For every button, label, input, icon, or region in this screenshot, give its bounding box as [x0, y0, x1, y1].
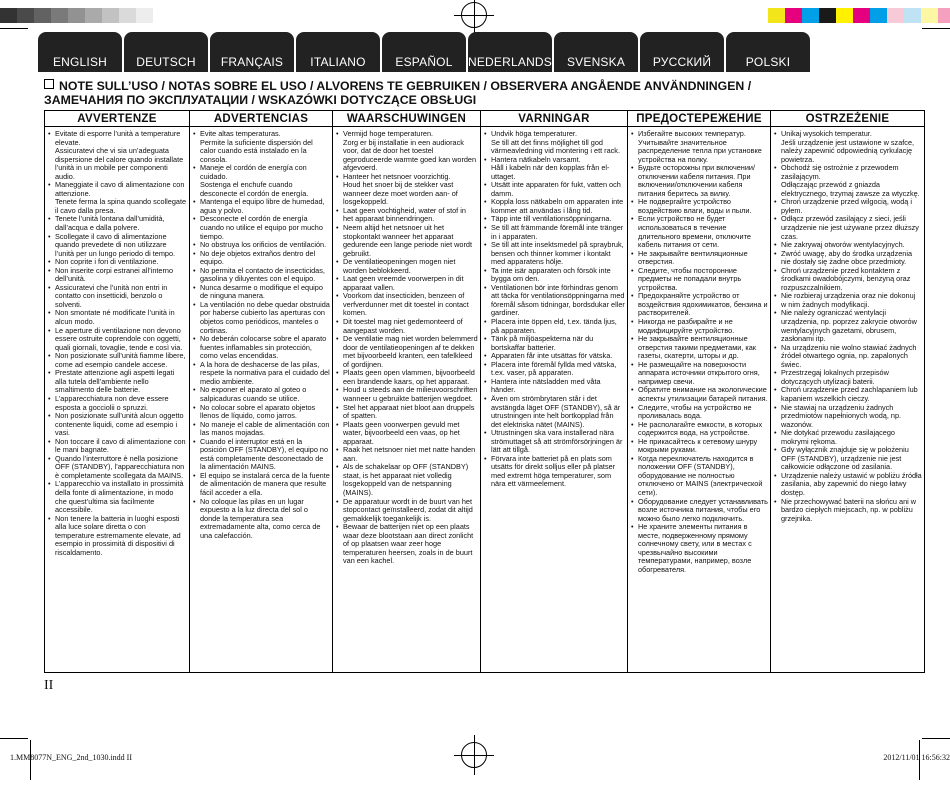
warning-item: [631, 523, 768, 574]
warning-subtext: Sostenga el enchufe cuando desconecte el cordón de energía.: [200, 180, 309, 198]
warning-item: [48, 515, 187, 558]
warning-item: [48, 267, 187, 284]
warning-text: Nie przechowywać baterii na słońcu ani w bardzo ciepłych miejscach, np. w pobliżu grzejnika.: [781, 496, 917, 523]
warning-item: [631, 361, 768, 387]
warning-item: [774, 292, 922, 309]
warning-item: [193, 267, 330, 284]
warning-text: Desconecte el cordón de energía cuando no utilice el equipo por mucho tiempo.: [200, 214, 323, 241]
language-tab[interactable]: ENGLISH: [38, 32, 122, 72]
warning-item: [48, 215, 187, 232]
warning-item: [631, 498, 768, 524]
registration-mark-top: [461, 2, 487, 28]
warning-item: [631, 438, 768, 455]
warning-item: [48, 130, 187, 181]
warning-item: [631, 404, 768, 421]
warning-text: Non coprite i fori di ventilazione.: [55, 257, 159, 267]
warning-item: [336, 335, 478, 369]
warning-item: [48, 412, 187, 438]
warning-text: Не подвергайте устройство воздействию влаги, воды и пыли.: [638, 197, 752, 215]
warning-item: [193, 198, 330, 215]
warning-item: [193, 301, 330, 335]
warning-item: [484, 284, 625, 318]
warning-item: [193, 250, 330, 267]
warning-subtext: Assicuratevi che vi sia un’adeguata dispersione del calore quando installate l’unità in un mobile per componenti audio.: [55, 146, 184, 181]
page-number: II: [44, 678, 54, 693]
warning-item: [48, 438, 187, 455]
warning-text: Obchodź się ostrożnie z przewodem zasilającym.: [781, 163, 899, 181]
warning-item: [484, 198, 625, 215]
warning-item: [631, 250, 768, 267]
table-body-row: [45, 127, 925, 673]
warning-text: Non inserite corpi estranei all’interno dell’unità.: [55, 265, 174, 284]
warning-item: [484, 429, 625, 455]
warning-list: [774, 130, 922, 523]
warning-text: Täpp inte till ventilationsöppningarna.: [491, 214, 612, 224]
warning-item: [631, 386, 768, 403]
warning-item: [336, 224, 478, 258]
warning-text: Non tenere la batteria in luoghi esposti alla luce solare diretta o con temperature estremamente elevate, ad esempio in prossimità di dispositivi di riscaldamento.: [55, 513, 181, 557]
warning-text: Assicuratevi che l’unità non entri in contatto con insetticidi, benzolo o solventi.: [55, 282, 168, 309]
warning-text: Предохраняйте устройство от воздействия ядохимикатов, бензина и растворителей.: [638, 291, 768, 318]
warning-text: Не размещайте на поверхности аппарата источники открытого огня, например свечи.: [638, 359, 760, 386]
warning-text: Placera inte föremål fyllda med vätska, t.ex. vaser, på apparaten.: [491, 359, 617, 378]
column-cell: [481, 127, 628, 673]
warning-text: Обратите внимание на экологические аспекты утилизации батарей питания.: [638, 385, 768, 403]
gray-calibration-bar: [0, 8, 153, 23]
warning-text: No deje objetos extraños dentro del equipo.: [200, 248, 316, 267]
warning-text: Scollegate il cavo di alimentazione quando prevedete di non utilizzare l’unità per un lungo periodo di tempo.: [55, 231, 176, 258]
checkbox-square-icon: [44, 79, 54, 89]
crop-mark: [922, 28, 950, 29]
warning-text: Dit toestel mag niet gedemonteerd of aangepast worden.: [343, 317, 463, 335]
warning-text: Ventilationen bör inte förhindras genom att täcka för ventilationsöppningarna med föremål såsom tidningar, bordsdukar eller gardiner.: [491, 282, 625, 318]
warning-text: No deberán colocarse sobre el aparato fuentes inflamables sin protección, como velas encendidas.: [200, 334, 327, 361]
warning-subtext: Zorg er bij installatie in een audiorack voor, dat de door het toestel geproduceerde warmte goed kan worden afgevoerd.: [343, 137, 477, 173]
color-swatch: [102, 8, 119, 23]
warning-text: Se till att inte insektsmedel på spraybruk, bensen och thinner kommer i kontakt med apparatens hölje.: [491, 240, 624, 267]
color-swatch: [904, 8, 921, 23]
crop-mark: [0, 738, 28, 739]
warning-text: Nunca desarme o modifique el equipo de ninguna manera.: [200, 282, 323, 301]
color-swatch: [887, 8, 904, 23]
warning-text: Utsätt inte apparaten för fukt, vatten och damm.: [491, 180, 621, 198]
warning-item: [484, 267, 625, 284]
warning-text: Plaats geen open vlammen, bijvoorbeeld een brandende kaars, op het apparaat.: [343, 368, 475, 386]
warnings-table: [44, 110, 925, 673]
warning-text: No permita el contacto de insecticidas, gasolina y diluyentes con el equipo.: [200, 265, 325, 284]
warning-item: [336, 498, 478, 524]
language-tab[interactable]: POLSKI: [726, 32, 810, 72]
warning-list: [336, 130, 478, 566]
warning-item: [631, 318, 768, 335]
color-swatch: [802, 8, 819, 23]
warning-text: Prestate attenzione agli aspetti legati alla tutela dell’ambiente nello smaltimento delle batterie.: [55, 368, 175, 395]
language-tab[interactable]: DEUTSCH: [124, 32, 208, 72]
warning-text: Gdy wyłącznik znajduje się w położeniu OFF (STANDBY), urządzenie nie jest całkowicie odłączone od zasilania.: [781, 445, 909, 472]
warning-item: [336, 258, 478, 275]
warning-text: Не храните элементы питания в месте, подверженному прямому солнечному свету, или в местах с чрезвычайно высокими температурами, например, возле обогревателя.: [638, 522, 752, 574]
warning-text: No colocar sobre el aparato objetos llenos de líquido, como jarros.: [200, 402, 316, 421]
warning-text: Chroń urządzenie przed kontaktem z środkami owadobójczymi, benzyną oraz rozpuszczalnikiem.: [781, 265, 911, 292]
warning-item: [48, 233, 187, 259]
warning-text: Quando l’interruttore è nella posizione OFF (STANDBY), l’apparecchiatura non è completamente scollegata da MAINS.: [55, 453, 185, 480]
warning-text: Apparaten får inte utsättas för vätska.: [491, 351, 613, 361]
warning-item: [193, 438, 330, 472]
column-cell: [45, 127, 190, 673]
warning-subtext: Jeśli urządzenie jest ustawione w szafce, należy zapewnić odpowiednią cyrkulację powietrza.: [781, 137, 915, 164]
warning-text: Non posizionate sull’unità fiamme libere, come ad esempio candele accese.: [55, 351, 186, 369]
warning-text: Ta inte isär apparaten och försök inte bygga om den.: [491, 265, 611, 284]
warning-item: [774, 429, 922, 446]
warning-text: Non smontate né modificate l’unità in alcun modo.: [55, 308, 175, 327]
warning-item: [484, 395, 625, 429]
warning-item: [484, 241, 625, 267]
warning-item: [774, 386, 922, 403]
warning-text: Raak het netsnoer niet met natte handen aan.: [343, 445, 476, 463]
warning-item: [484, 130, 625, 156]
warning-text: Zwróć uwagę, aby do środka urządzenia nie dostały się żadne obce przedmioty.: [781, 248, 913, 267]
warning-item: [193, 164, 330, 198]
warning-item: [193, 335, 330, 361]
warning-text: Когда переключатель находится в положении OFF (STANDBY), оборудование не полностью отключено от MAINS (электрической сети).: [638, 453, 763, 497]
warning-item: [48, 455, 187, 481]
warning-text: Se till att främmande föremål inte tränger in i apparaten.: [491, 223, 624, 241]
warning-item: [631, 335, 768, 361]
warning-item: [193, 215, 330, 241]
warning-text: No coloque las pilas en un lugar expuesto a la luz directa del sol o donde la temperatura sea extremadamente alta, como cerca de una calefacción.: [200, 496, 321, 540]
color-swatch: [34, 8, 51, 23]
warning-item: [774, 164, 922, 198]
warning-item: [48, 181, 187, 215]
warning-subtext: Permite la suficiente dispersión del calor cuando está instalado en la consola.: [200, 137, 313, 164]
warning-list: [484, 130, 625, 489]
warning-text: Оборудование следует устанавливать возле источника питания, чтобы его можно было легко подключить.: [638, 496, 768, 523]
warning-item: [193, 498, 330, 541]
warning-item: [336, 463, 478, 497]
warning-item: [193, 404, 330, 421]
warning-item: [484, 361, 625, 378]
warning-text: Evitate di esporre l’unità a temperature elevate.: [55, 129, 181, 147]
column-cell: [628, 127, 771, 673]
warning-item: [336, 275, 478, 292]
warning-text: Non posizionate sull’unità alcun oggetto contenente liquidi, come ad esempio i vasi.: [55, 411, 184, 438]
warning-text: Stel het apparaat niet bloot aan druppels of spatten.: [343, 402, 475, 421]
warning-text: No obstruya los orificios de ventilación.: [200, 240, 327, 250]
column-header: OSTRZEŻENIE: [771, 111, 925, 127]
warning-item: [774, 344, 922, 370]
footer-datetime: 2012/11/01 16:56:32: [883, 753, 950, 762]
column-header: ПРЕДОСТЕРЕЖЕНИЕ: [628, 111, 771, 127]
warning-text: Nie rozbieraj urządzenia oraz nie dokonuj w nim żadnych modyfikacji.: [781, 291, 916, 309]
warning-text: Houd u steeds aan de milieuvoorschriften wanneer u gebruikte batterijen wegdoet.: [343, 385, 478, 403]
crop-mark: [0, 28, 28, 29]
warning-item: [631, 421, 768, 438]
warning-item: [774, 369, 922, 386]
crop-mark: [922, 738, 950, 739]
warning-item: [193, 386, 330, 403]
warning-text: Als de schakelaar op OFF (STANDBY) staat, is het apparaat niet volledig losgekoppeld van de netspanning (MAINS).: [343, 462, 469, 497]
warning-item: [48, 309, 187, 326]
language-tab[interactable]: ITALIANO: [296, 32, 380, 72]
warning-text: Plaats geen voorwerpen gevuld met water, bijvoorbeeld een vaas, op het apparaat.: [343, 419, 460, 446]
warning-text: Även om strömbrytaren står i det avstängda läget OFF (STANDBY), så är utrustningen inte helt bortkopplad från det elektriska nätet (MAINS).: [491, 393, 621, 429]
warning-text: Nie zakrywaj otworów wentylacyjnych.: [781, 240, 905, 250]
warning-item: [48, 352, 187, 369]
warning-text: Следите, чтобы посторонние предметы не попадали внутрь устройства.: [638, 265, 742, 292]
warning-item: [484, 224, 625, 241]
warning-item: [193, 361, 330, 387]
heading-line-2: ЗАМЕЧАНИЯ ПО ЭКСПЛУАТАЦИИ / WSKAZÓWKI DOTYCZĄCE OBSŁUGI: [44, 93, 477, 107]
color-swatch: [0, 8, 17, 23]
warning-item: [631, 455, 768, 498]
warning-text: Le aperture di ventilazione non devono essere ostruite coprendole con oggetti, quali giornali, tovaglie, tende e così via.: [55, 325, 183, 352]
warning-text: No maneje el cable de alimentación con las manos mojadas.: [200, 419, 330, 438]
warning-item: [631, 215, 768, 249]
color-swatch: [17, 8, 34, 23]
warning-item: [336, 446, 478, 463]
warning-item: [48, 284, 187, 310]
color-swatch: [136, 8, 153, 23]
warning-item: [48, 395, 187, 412]
warning-item: [336, 292, 478, 318]
warning-text: L’apparecchio va installato in prossimità della fonte di alimentazione, in modo che quest’ultima sia facilmente accessibile.: [55, 479, 184, 515]
warning-item: [336, 318, 478, 335]
warning-item: [48, 480, 187, 514]
color-swatch: [785, 8, 802, 23]
column-header: AVVERTENZE: [45, 111, 190, 127]
warning-item: [484, 455, 625, 489]
warning-text: Unikaj wysokich temperatur.: [781, 129, 872, 138]
warning-item: [48, 327, 187, 353]
warning-text: Tenete l’unità lontana dall’umidità, dall’acqua e dalla polvere.: [55, 214, 165, 233]
warning-text: Laat geen vreemde voorwerpen in dit apparaat vallen.: [343, 274, 464, 292]
warning-item: [631, 198, 768, 215]
warning-text: De ventilatieopeningen mogen niet worden beblokkeerd.: [343, 257, 456, 275]
warning-text: Chroń urządzenie przed zachlapaniem lub kapaniem wszelkich cieczy.: [781, 385, 918, 403]
color-swatch: [68, 8, 85, 23]
warning-subtext: Tenete ferma la spina quando scollegate il cavo dalla presa.: [55, 197, 187, 215]
warning-item: [48, 369, 187, 395]
warning-text: Koppla loss nätkabeln om apparaten inte kommer att användas i lång tid.: [491, 197, 624, 215]
warning-text: Не закрывайте вентиляционные отверстия.: [638, 248, 748, 267]
language-tab[interactable]: FRANÇAIS: [210, 32, 294, 72]
warning-item: [631, 292, 768, 318]
warning-item: [484, 181, 625, 198]
warning-item: [631, 130, 768, 164]
warning-text: Voorkom dat insecticiden, benzeen of verfverdunner met dit toestel in contact komen.: [343, 291, 469, 318]
warning-text: Следите, чтобы на устройство не проливалась вода.: [638, 402, 752, 421]
warning-text: Placera inte öppen eld, t.ex. tända ljus, på apparaten.: [491, 317, 617, 335]
warning-text: Neem altijd het netsnoer uit het stopkontakt wanneer het apparaat gedurende een lange periode niet wordt gebruikt.: [343, 223, 473, 258]
warning-text: No exponer el aparato al goteo o salpicaduras cuando se utilice.: [200, 385, 307, 403]
color-swatch: [85, 8, 102, 23]
column-cell: [333, 127, 481, 673]
warning-text: Laat geen vochtigheid, water of stof in het apparaat binnendringen.: [343, 205, 466, 224]
color-swatch: [853, 8, 870, 23]
column-header: ADVERTENCIAS: [190, 111, 333, 127]
warning-text: Maneje el cordón de energía con cuidado.: [200, 163, 307, 181]
warning-item: [774, 498, 922, 524]
warning-item: [631, 267, 768, 293]
warning-item: [774, 404, 922, 430]
warning-item: [774, 472, 922, 498]
warning-text: Nie dotykać przewodu zasilającego mokrymi rękoma.: [781, 428, 895, 446]
warning-item: [336, 207, 478, 224]
warning-item: [484, 335, 625, 352]
warning-item: [336, 386, 478, 403]
color-calibration-bar: [768, 8, 950, 23]
warning-text: Cuando el interruptor está en la posición OFF (STANDBY), el equipo no está completamente desconectado de la alimentación MAINS.: [200, 436, 329, 472]
warning-item: [336, 173, 478, 207]
warning-text: Nie należy ograniczać wentylacji urządzenia, np. poprzez zakrycie otworów wentylacyjnych gazetami, obrusem, zasłonami itp.: [781, 308, 917, 344]
warning-item: [774, 250, 922, 267]
warning-text: Na urządzeniu nie wolno stawiać żadnych źródeł otwartego ognia, np. zapalonych świec.: [781, 342, 917, 369]
warning-text: Hantera inte nätsladden med våta händer.: [491, 376, 601, 395]
warning-item: [631, 164, 768, 198]
warning-text: Urządzenie należy ustawić w pobliżu źródła zasilania, aby zapewnić do niego łatwy dostęp.: [781, 470, 922, 497]
warning-item: [336, 404, 478, 421]
warning-subtext: Se till att det finns möjlighet till god värmeavledning vid montering i ett rack.: [491, 137, 620, 156]
color-swatch: [921, 8, 938, 23]
color-swatch: [870, 8, 887, 23]
warning-text: Evite altas temperaturas.: [200, 129, 281, 138]
warning-text: Förvara inte batteriet på en plats som utsätts för direkt solljus eller på platser med extremt höga temperaturer, som nära ett värmeelement.: [491, 453, 616, 489]
warning-item: [193, 130, 330, 164]
language-tab[interactable]: SVENSKA: [554, 32, 638, 72]
warning-item: [774, 198, 922, 215]
warning-text: Chroń urządzenie przed wilgocią, wodą i pyłem.: [781, 197, 913, 215]
color-swatch: [51, 8, 68, 23]
warning-text: Если устройство не будет использоваться в течение длительного времени, отключите кабель питания от сети.: [638, 214, 751, 250]
warning-text: La ventilación no debe quedar obstruida por haberse cubierto las aperturas con objetos como periódicos, manteles o cortinas.: [200, 299, 330, 335]
warning-text: Nie stawiaj na urządzeniu żadnych przedmiotów napełnionych wodą, np. wazonów.: [781, 402, 902, 429]
column-cell: [190, 127, 333, 673]
warning-item: [484, 318, 625, 335]
warning-text: De apparatuur wordt in de buurt van het stopcontact geïnstalleerd, zodat dit altijd gemakkelijk toegankelijk is.: [343, 496, 473, 523]
language-tab[interactable]: ESPAÑOL: [382, 32, 466, 72]
warning-text: Non toccare il cavo di alimentazione con le mani bagnate.: [55, 436, 186, 455]
warning-text: Будьте осторожны при включении/отключении кабеля питания. При включении/отключении кабеля питания беритесь за вилку.: [638, 163, 756, 198]
warning-text: El equipo se instalará cerca de la fuente de alimentación de manera que resulte fácil acceder a ella.: [200, 470, 330, 497]
warning-text: Избегайте высоких температур. Учитывайте значительное распределение тепла при установке устройства на полку.: [638, 129, 762, 164]
table-header-row: [45, 111, 925, 127]
color-swatch: [938, 8, 950, 23]
warning-item: [336, 523, 478, 566]
language-tab[interactable]: РУССКИЙ: [640, 32, 724, 72]
warning-item: [774, 267, 922, 293]
warning-list: [193, 130, 330, 540]
warning-item: [774, 215, 922, 241]
warning-text: Hantera nätkabeln varsamt.: [491, 154, 581, 164]
warning-item: [774, 446, 922, 472]
warning-item: [774, 309, 922, 343]
language-tabs: [38, 32, 810, 72]
warning-text: Odłącz przewód zasilający z sieci, jeśli urządzenie nie jest używane przez dłuższy czas.: [781, 214, 919, 241]
warning-text: Bewaar de batterijen niet op een plaats waar deze blootstaan aan direct zonlicht of op plaatsen waar zeer hoge temperaturen heersen, zoals in de buurt van een kachel.: [343, 522, 474, 566]
warning-text: Undvik höga temperaturer.: [491, 129, 577, 138]
warning-list: [48, 130, 187, 557]
warning-subtext: Houd het snoer bij de stekker vast wanneer deze moet worden aan- of losgekoppeld.: [343, 180, 458, 207]
warning-text: Utrustningen ska vara installerad nära strömuttaget så att strömförsörjningen är lätt att tillgå.: [491, 428, 623, 455]
warning-item: [193, 472, 330, 498]
warning-item: [484, 156, 625, 182]
warning-text: Mantenga el equipo libre de humedad, agua y polvo.: [200, 197, 325, 215]
warning-item: [336, 369, 478, 386]
warning-text: Tänk på miljöaspekterna när du bortskaffar batterier.: [491, 334, 594, 352]
warning-item: [193, 284, 330, 301]
warning-list: [631, 130, 768, 574]
section-heading: [44, 79, 924, 107]
warning-text: Не закрывайте вентиляционные отверстия такими предметами, как газеты, скатерти, шторы и др.: [638, 334, 756, 361]
column-header: VARNINGAR: [481, 111, 628, 127]
color-swatch: [119, 8, 136, 23]
column-header: WAARSCHUWINGEN: [333, 111, 481, 127]
warning-text: Не располагайте емкости, в которых содержится вода, на устройстве.: [638, 419, 763, 438]
column-cell: [771, 127, 925, 673]
warning-item: [774, 130, 922, 164]
warning-item: [336, 130, 478, 173]
warning-item: [484, 378, 625, 395]
warning-text: Maneggiate il cavo di alimentazione con attenzione.: [55, 180, 185, 198]
color-swatch: [836, 8, 853, 23]
warning-text: A la hora de deshacerse de las pilas, respete la normativa para el cuidado del medio ambiente.: [200, 359, 330, 386]
warning-subtext: Håll i kabeln när den kopplas från el-uttaget.: [491, 163, 610, 181]
footer-file-name: 1.MM8077N_ENG_2nd_1030.indd II: [10, 753, 132, 762]
warning-subtext: Odłączając przewód z gniazda elektrycznego, trzymaj zawsze za wtyczkę.: [781, 180, 920, 198]
warning-text: Не прикасайтесь к сетевому шнуру мокрыми руками.: [638, 436, 758, 455]
warning-text: De ventilatie mag niet worden belemmerd door de ventilatieopeningen af te dekken met bijvoorbeeld kranten, een tafelkleed of gordijnen.: [343, 334, 478, 369]
warning-text: L’apparecchiatura non deve essere esposta a gocciolii o spruzzi.: [55, 393, 169, 412]
color-swatch: [819, 8, 836, 23]
warning-text: Никогда не разбирайте и не модифицируйте устройство.: [638, 317, 735, 335]
warning-text: Przestrzegaj lokalnych przepisów dotyczących utylizacji baterii.: [781, 368, 889, 386]
warning-text: Vermijd hoge temperaturen.: [343, 129, 434, 138]
heading-line-1: NOTE SULL’USO / NOTAS SOBRE EL USO / ALVORENS TE GEBRUIKEN / OBSERVERA ANGÅENDE ANVÄNDNINGEN /: [59, 79, 752, 93]
registration-mark-bottom: [461, 742, 487, 768]
warning-item: [193, 421, 330, 438]
warning-text: Hanteer het netsnoer voorzichtig.: [343, 171, 451, 181]
color-swatch: [768, 8, 785, 23]
language-tab[interactable]: NEDERLANDS: [468, 32, 552, 72]
warning-item: [336, 421, 478, 447]
